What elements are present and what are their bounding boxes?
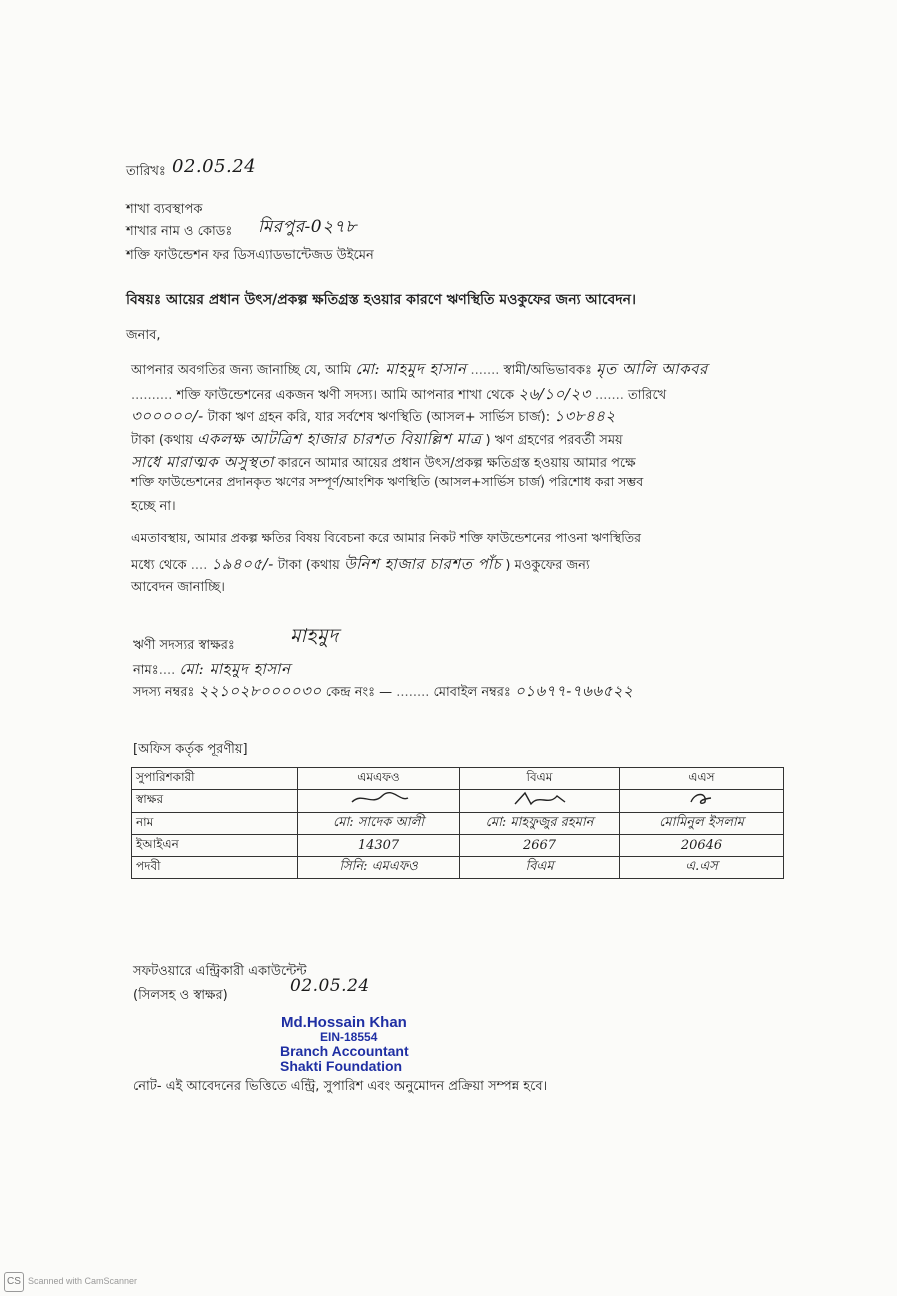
member-name-handwritten: মো: মাহমুদ হাসান: [355, 360, 467, 378]
para2-line3: আবেদন জানাচ্ছি।: [131, 580, 225, 595]
center-label: কেন্দ্র নংঃ: [325, 685, 376, 700]
para2-text-2: মধ্যে থেকে: [131, 558, 187, 573]
accountant-seal-label: (সিলসহ ও স্বাক্ষর): [133, 988, 228, 1003]
table-header-cell: এমএফও: [298, 768, 460, 790]
stamp-org: Shakti Foundation: [280, 1058, 403, 1074]
signature-cell: [620, 790, 784, 813]
waiver-amount-handwritten: ১৯৪০৫/-: [211, 555, 274, 573]
balance-words-handwritten: একলক্ষ আটত্রিশ হাজার চারশত বিয়াল্লিশ মাত্র: [197, 430, 482, 448]
para1-line2: .......... শক্তি ফাউন্ডেশনের একজন ঋণী সদস্য। আমি আপনার শাখা থেকে ২৬/১০/২৩ ....... তারিখে: [131, 385, 667, 403]
accountant-signature-date: 02.05.24: [290, 976, 370, 996]
office-use-label: [অফিস কর্তৃক পূরণীয়]: [133, 742, 248, 757]
branch-label: শাখার নাম ও কোডঃ: [126, 224, 233, 239]
loan-date-handwritten: ২৬/১০/২৩: [518, 385, 591, 403]
date-label: তারিখঃ: [126, 164, 166, 179]
para1-line6: শক্তি ফাউন্ডেশনের প্রদানকৃত ঋণের সম্পূর্ণ/আংশিক ঋণস্থিতি (আসল+সার্ভিস চার্জ) পরিশোধ করা সম্ভব: [131, 474, 644, 489]
table-row-label: ইআইএন: [132, 835, 298, 857]
stamp-name: Md.Hossain Khan: [281, 1014, 407, 1031]
table-row: [132, 857, 784, 879]
table-cell: সিনি: এমএফও: [298, 857, 460, 879]
para1-line3: [131, 405, 616, 430]
member-number-label: সদস্য নম্বরঃ: [133, 685, 195, 700]
table-header-row: [132, 768, 784, 790]
branch-value: মিরপুর-0২৭৮: [258, 217, 357, 237]
member-name-label: নামঃ.... মো: মাহমুদ হাসান: [133, 660, 291, 678]
table-row: [132, 835, 784, 857]
para2-line2: মধ্যে থেকে .... ১৯৪০৫/- টাকা (কথায় উনিশ হাজার চারশত পাঁচ ) মওকুফের জন্য: [131, 555, 590, 573]
para1-line7: হচ্ছে না।: [131, 499, 176, 514]
para1-text-2: স্বামী/অভিভাবকঃ: [503, 363, 592, 378]
mobile-handwritten: ০১৬৭৭-৭৬৬৫২২: [515, 682, 634, 700]
table-cell: এ.এস: [620, 857, 784, 879]
table-cell: 14307: [298, 835, 460, 857]
para1-text-8: কারনে আমার আয়ের প্রধান উৎস/প্রকল্প ক্ষতিগ্রস্ত হওয়ায় আমার পক্ষে: [278, 456, 636, 471]
signature-cell: [298, 790, 460, 813]
manager-label: শাখা ব্যবস্থাপক: [126, 202, 203, 217]
table-cell: মো: সাদেক আলী: [298, 813, 460, 835]
guardian-handwritten: মৃত আলি আকবর: [596, 360, 708, 378]
member-signature-label: ঋণী সদস্যর স্বাক্ষরঃ: [133, 638, 235, 653]
para1-line1: আপনার অবগতির জন্য জানাচ্ছি যে, আমি মো: মাহমুদ হাসান ....... স্বামী/অভিভাবকঃ মৃত আলি আকবর: [131, 360, 708, 378]
member-name-sig-handwritten: মো: মাহমুদ হাসান: [179, 660, 291, 678]
signature-cell: [460, 790, 620, 813]
para2-line1: এমতাবস্থায়, আমার প্রকল্প ক্ষতির বিষয় বিবেচনা করে আমার নিকট শক্তি ফাউন্ডেশনের পাওনা ঋণস্থিতির: [131, 530, 642, 545]
member-number-handwritten: ২২১০২৮০০০০৩০: [198, 682, 322, 700]
table-cell: 20646: [620, 835, 784, 857]
para1-text-4: তারিখে: [628, 388, 667, 403]
table-header-cell: সুপারিশকারী: [132, 768, 298, 790]
para1-text-1: আপনার অবগতির জন্য জানাচ্ছি যে, আমি: [131, 363, 352, 378]
salutation: জনাব,: [126, 328, 161, 343]
camscanner-logo-icon: CS: [4, 1272, 24, 1292]
table-header-cell: বিএম: [460, 768, 620, 790]
table-row: [132, 813, 784, 835]
mobile-label: মোবাইল নম্বরঃ: [433, 685, 511, 700]
para2-text-3: টাকা (কথায়: [277, 558, 340, 573]
center-value: —: [379, 685, 393, 700]
loan-amount-handwritten: ৩০০০০০/-: [131, 407, 204, 425]
waiver-words-handwritten: উনিশ হাজার চারশত পাঁচ: [343, 555, 502, 573]
signature-scribble: [667, 790, 737, 808]
approval-table: [131, 767, 784, 879]
subject-line: বিষয়ঃ আয়ের প্রধান উৎস/প্রকল্প ক্ষতিগ্রস্ত হওয়ার কারণে ঋণস্থিতি মওকুফের জন্য আবেদন।: [126, 292, 636, 308]
para2-text-4: ) মওকুফের জন্য: [505, 558, 590, 573]
signature-scribble: [505, 790, 575, 808]
para1-text-3: শক্তি ফাউন্ডেশনের একজন ঋণী সদস্য। আমি আপনার শাখা থেকে: [176, 388, 515, 403]
table-cell: মোমিনুল ইসলাম: [620, 813, 784, 835]
para1-text-7: ) ঋণ গ্রহণের পরবর্তী সময়: [485, 433, 623, 448]
cause-handwritten: সাধে মারাত্মক অসুস্থতা: [131, 453, 274, 471]
table-cell: বিএম: [460, 857, 620, 879]
accountant-label: সফটওয়ারে এন্ট্রিকারী একাউন্টেন্ট: [133, 964, 307, 979]
name-label-text: নামঃ: [133, 663, 159, 678]
table-row-label: পদবী: [132, 857, 298, 879]
table-row-label: স্বাক্ষর: [132, 790, 298, 813]
para1-line5: [131, 451, 636, 476]
camscanner-footer-text: Scanned with CamScanner: [28, 1276, 138, 1286]
stamp-ein: EIN-18554: [320, 1030, 378, 1044]
balance-handwritten: ১৩৮৪৪২: [554, 407, 616, 425]
member-signature-handwritten: মাহমুদ: [290, 625, 339, 647]
date-value: 02.05.24: [172, 156, 257, 177]
table-row-label: নাম: [132, 813, 298, 835]
table-cell: 2667: [460, 835, 620, 857]
table-row: [132, 790, 784, 813]
note-line: নোট- এই আবেদনের ভিত্তিতে এন্ট্রি, সুপারিশ এবং অনুমোদন প্রক্রিয়া সম্পন্ন হবে।: [133, 1079, 548, 1094]
signature-scribble: [344, 790, 414, 808]
para1-text-5: টাকা ঋণ গ্রহন করি, যার সর্বশেষ ঋণস্থিতি (আসল+ সার্ভিস চার্জ):: [207, 410, 551, 425]
member-number-line: সদস্য নম্বরঃ ২২১০২৮০০০০৩০ কেন্দ্র নংঃ — ........ মোবাইল নম্বরঃ ০১৬৭৭-৭৬৬৫২২: [133, 682, 634, 700]
org-line: শক্তি ফাউন্ডেশন ফর ডিসএ্যাডভান্টেজড উইমেন: [126, 248, 374, 263]
para1-text-6: টাকা (কথায়: [131, 433, 193, 448]
stamp-role: Branch Accountant: [280, 1043, 409, 1059]
table-cell: মো: মাহফুজুর রহমান: [460, 813, 620, 835]
accountant-seal-stamp: [278, 985, 458, 1080]
para1-line4: [131, 428, 623, 453]
table-header-cell: এএস: [620, 768, 784, 790]
